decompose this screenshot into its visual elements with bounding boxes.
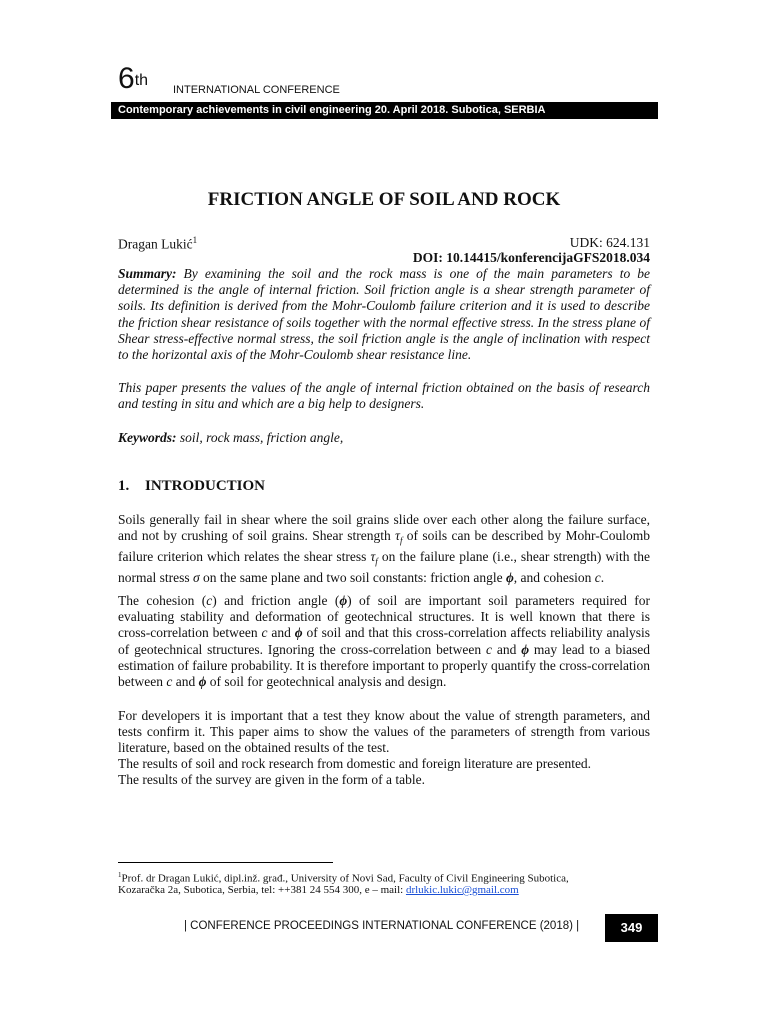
edition-suffix: th [134,72,149,89]
paper-title: FRICTION ANGLE OF SOIL AND ROCK [207,189,561,210]
conference-label: INTERNATIONAL CONFERENCE [173,84,340,96]
doi: DOI: 10.14415/konferencijaGFS2018.034 [412,250,650,265]
header-bar: Contemporary achievements in civil engineering 20. April 2018. Subotica, SERBIA [111,102,658,119]
section-heading: 1. INTRODUCTION [118,478,266,494]
udk: UDK: 624.131 [569,235,650,250]
intro-paragraph-3: For developers it is important that a test they know about the value of strength parameters, and tests confirm it. This paper aims to show the values of the parameters of strength from various literature, based on the obtained results of the test. [118,708,650,756]
intro-paragraph-4: The results of soil and rock research from domestic and foreign literature are presented. [118,756,592,771]
keywords-label: Keywords: [118,430,177,445]
intro-paragraph-5: The results of the survey are given in the form of a table. [118,772,426,787]
author: Dragan Lukić$^1$ [118,235,198,252]
intro-paragraph-1: Soils generally fail in shear where the soil grains slide over each other along the failure surface, and not by crushing of soil grains. Shear strength $\tau_f$ of soils can be described by Mohr-Coulomb failure criterion which relates the shear stress $\tau_f$ on the failure plane (i.e., shear strength) with the normal stress σ on the same plane and two soil constants: friction angle ϕ, and cohesion c. [118,512,650,585]
keywords: Keywords: soil, rock mass, friction angle, [118,430,344,445]
footer-text: | CONFERENCE PROCEEDINGS INTERNATIONAL CONFERENCE (2018) | [184,920,580,932]
email-link[interactable]: drlukic.lukic@gmail.com [405,884,519,896]
footnote-separator [118,862,333,863]
page-number: 349 [605,914,658,942]
summary-continued: This paper presents the values of the angle of internal friction obtained on the basis of research and testing in situ and which are a big help to designers. [118,380,650,412]
summary: Summary: By examining the soil and the rock mass is one of the main parameters to be determined is the angle of internal friction. Soil friction angle is a shear strength parameter of soils. Its definition is derived from the Mohr-Coulomb failure criterion and it is used to describe the friction shear resistance of soils together with the normal effective stress. In the stress plane of Shear stress-effective normal stress, the soil friction angle is the angle of inclination with respect to the horizontal axis of the Mohr-Coulomb shear resistance line. [118,266,650,363]
intro-paragraph-2: The cohesion (c) and friction angle (ϕ) of soil are important soil parameters required for evaluating stability and deformation of geotechnical structures. It is well known that there is cross-correlation between c and ϕ of soil and that this cross-correlation affects reliability analysis of geotechnical structures. Ignoring the cross-correlation between c and ϕ may lead to a biased estimation of failure probability. It is therefore important to properly quantify the cross-correlation between c and ϕ of soil for geotechnical analysis and design. [118,593,651,690]
edition-number: 6th [118,62,149,95]
footnote-line-1: $^1$Prof. dr Dragan Lukić, dipl.inž. građ., University of Novi Sad, Faculty of Civil Engineering Subotica, [118,871,569,885]
footnote-line-2: Kozaračka 2a, Subotica, Serbia, tel: ++381 24 554 300, e – mail: drlukic.lukic@gmail.com [118,884,519,896]
author-footnote-marker: 1 [192,235,198,245]
summary-label: Summary: [118,266,177,281]
